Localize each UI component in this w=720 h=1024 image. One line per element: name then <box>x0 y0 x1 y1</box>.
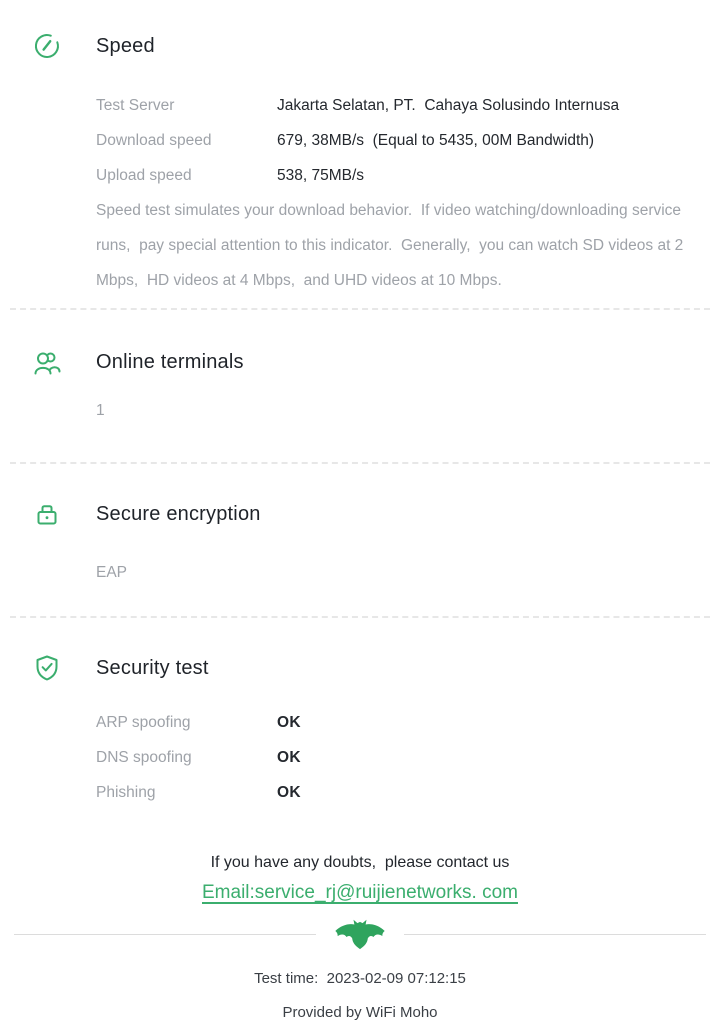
section-divider <box>10 616 710 618</box>
shield-check-icon <box>33 654 61 682</box>
section-online-terminals <box>0 348 720 422</box>
speed-explanation-note: Speed test simulates your download behavior. If video watching/downloading service runs, pay special attention to this indicator. Generally, you can watch SD videos at 2 Mbps, HD videos at 4 Mbps, and UHD videos at 10 Mbps. <box>96 202 688 289</box>
secure-encryption-header <box>33 500 720 528</box>
ruijie-bat-logo-icon <box>334 917 386 951</box>
section-security-test <box>0 654 720 810</box>
divider-line-right <box>404 934 706 935</box>
speed-section-title: Speed <box>96 34 155 57</box>
lock-icon <box>33 500 61 528</box>
phishing-row <box>96 775 720 810</box>
section-divider <box>10 308 710 310</box>
security-test-title: Security test <box>96 656 209 679</box>
people-icon <box>33 348 61 376</box>
arp-spoofing-result: OK <box>277 713 301 731</box>
email-line <box>0 880 720 907</box>
phishing-result: OK <box>277 783 301 801</box>
section-divider <box>10 462 710 464</box>
arp-spoofing-label: ARP spoofing <box>96 713 191 731</box>
online-terminals-title: Online terminals <box>96 350 244 373</box>
security-test-rows <box>96 705 720 810</box>
download-speed-value: 679, 38MB/s (Equal to 5435, 00M Bandwidth) <box>277 131 595 149</box>
secure-encryption-title: Secure encryption <box>96 502 261 525</box>
test-time: Test time: 2023-02-09 07:12:15 <box>254 970 466 987</box>
test-server-label: Test Server <box>96 96 175 114</box>
upload-speed-label: Upload speed <box>96 166 192 184</box>
arp-spoofing-row <box>96 705 720 740</box>
dns-spoofing-row <box>96 740 720 775</box>
upload-speed-row <box>96 158 720 193</box>
online-terminals-count: 1 <box>96 402 105 419</box>
section-speed <box>0 32 720 298</box>
section-secure-encryption <box>0 500 720 584</box>
encryption-type-value: EAP <box>96 564 128 581</box>
divider-line-left <box>14 934 316 935</box>
speed-section-header <box>33 32 720 60</box>
security-test-header <box>33 654 720 682</box>
test-server-value: Jakarta Selatan, PT. Cahaya Solusindo Internusa <box>277 96 620 114</box>
report-footer <box>0 852 720 1023</box>
online-terminals-header <box>33 348 720 376</box>
contact-text: If you have any doubts, please contact us <box>210 854 510 871</box>
speedometer-icon <box>33 32 61 60</box>
upload-speed-value: 538, 75MB/s <box>277 166 365 184</box>
dns-spoofing-label: DNS spoofing <box>96 748 192 766</box>
logo-divider <box>14 917 706 951</box>
phishing-label: Phishing <box>96 783 156 801</box>
speed-rows <box>96 88 720 193</box>
download-speed-label: Download speed <box>96 131 212 149</box>
provided-by: Provided by WiFi Moho <box>282 1004 438 1021</box>
test-server-row <box>96 88 720 123</box>
download-speed-row <box>96 123 720 158</box>
contact-email-link[interactable]: Email:service_rj@ruijienetworks. com <box>202 882 518 903</box>
dns-spoofing-result: OK <box>277 748 301 766</box>
